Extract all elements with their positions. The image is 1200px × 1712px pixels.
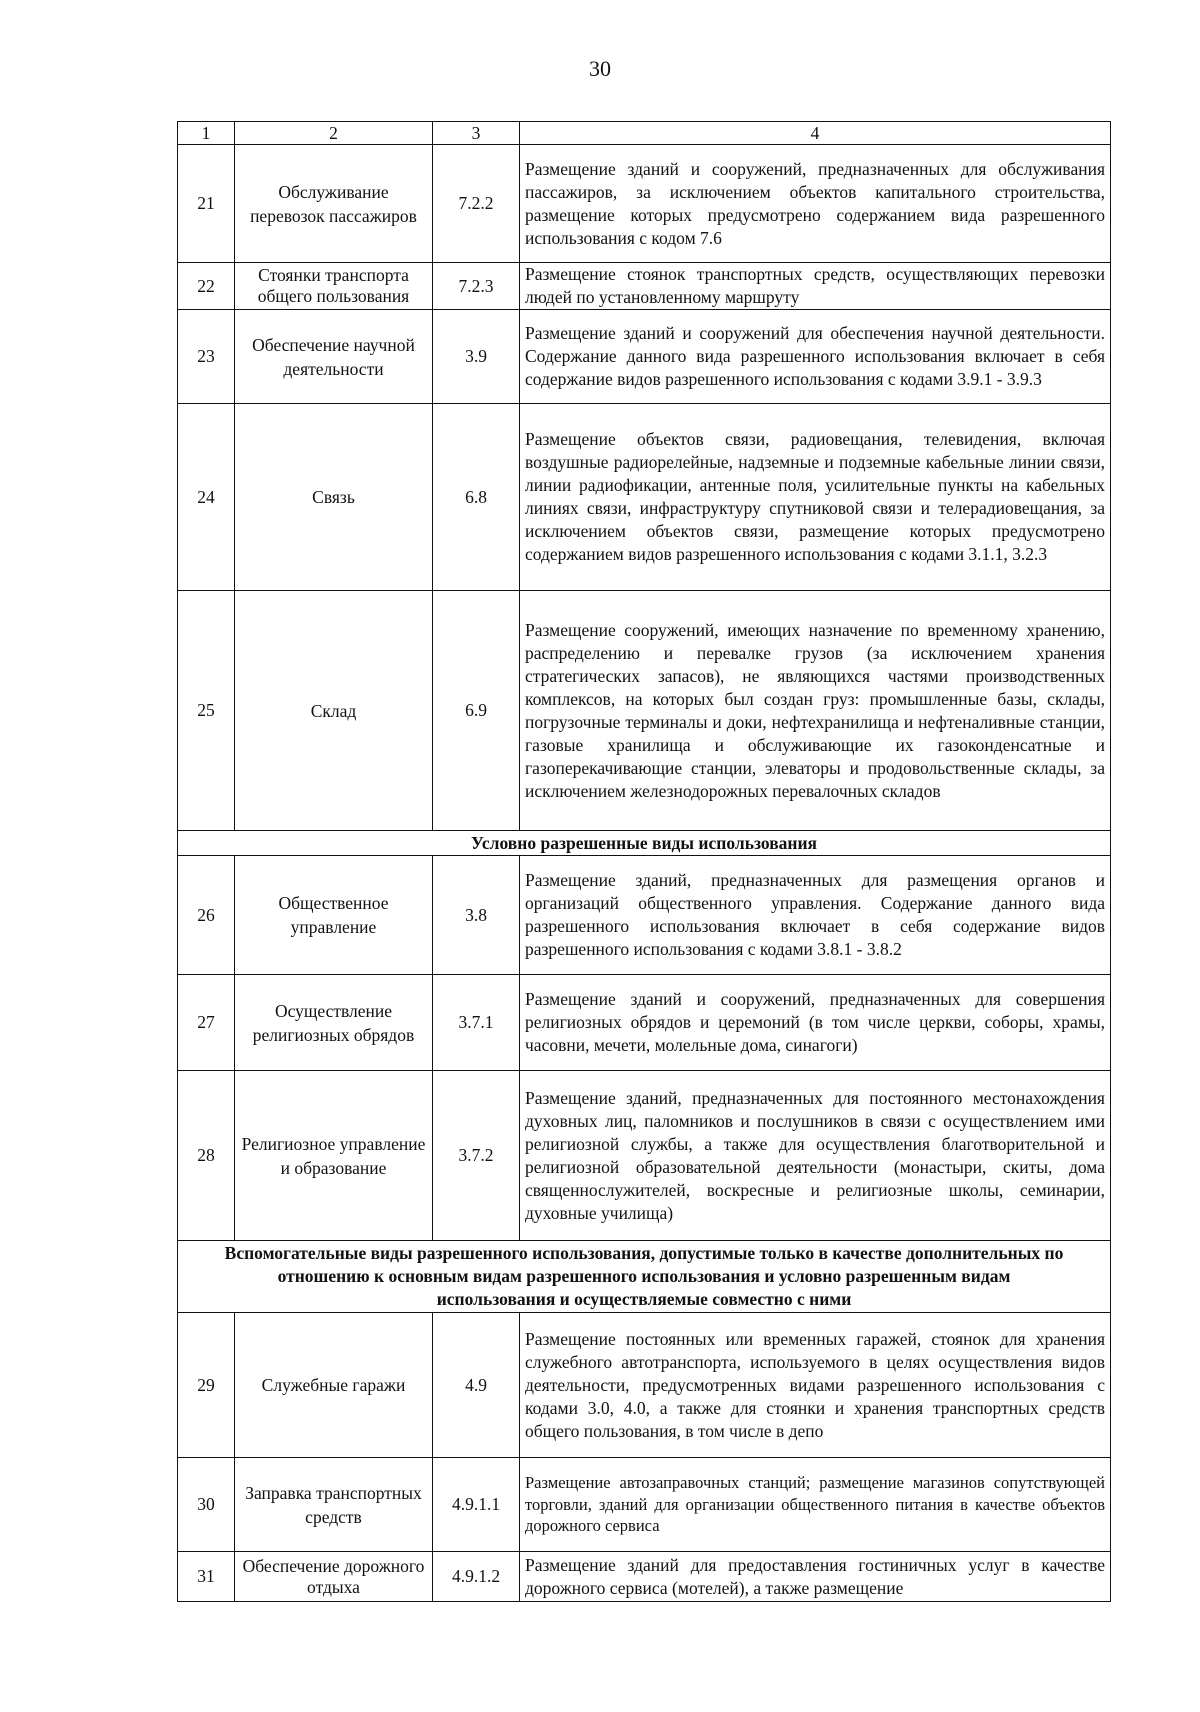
table-row xyxy=(178,1313,1111,1458)
use-code: 4.9 xyxy=(433,1313,520,1458)
table-row xyxy=(178,1071,1111,1241)
use-description: Размещение зданий, предназначенных для размещения органов и организаций общественного управления. Содержание данного вида разрешенного использования включает в себя содержание видов разрешенного использования с кодами 3.8.1 - 3.8.2 xyxy=(520,856,1111,975)
table-row xyxy=(178,263,1111,310)
table-row xyxy=(178,591,1111,831)
use-description: Размещение зданий, предназначенных для постоянного местонахождения духовных лиц, паломников и послушников в связи с осуществлением ими религиозной службы, а также для осуществления благотворительной и религиозной образовательной деятельности (монастыри, скиты, дома священнослужителей, воскресные и религиозные школы, семинарии, духовные училища) xyxy=(520,1071,1111,1241)
use-code: 3.7.2 xyxy=(433,1071,520,1241)
section-heading-conditional: Условно разрешенные виды использования xyxy=(178,831,1111,856)
use-name: Обеспечение дорожного отдыха xyxy=(235,1552,433,1602)
use-name: Заправка транспортных средств xyxy=(235,1458,433,1552)
use-description: Размещение зданий и сооружений, предназначенных для обслуживания пассажиров, за исключением объектов капитального строительства, размещение которых предусмотрено содержанием вида разрешенного использования с кодом 7.6 xyxy=(520,145,1111,263)
row-number: 24 xyxy=(178,404,235,591)
use-code: 3.8 xyxy=(433,856,520,975)
table-row xyxy=(178,856,1111,975)
section-row xyxy=(178,831,1111,856)
use-description: Размещение стоянок транспортных средств, осуществляющих перевозки людей по установленному маршруту xyxy=(520,263,1111,310)
table-row xyxy=(178,310,1111,404)
table-row xyxy=(178,975,1111,1071)
row-number: 28 xyxy=(178,1071,235,1241)
use-code: 6.8 xyxy=(433,404,520,591)
header-col-3: 3 xyxy=(433,122,520,145)
use-name: Осуществление религиозных обрядов xyxy=(235,975,433,1071)
use-description: Размещение объектов связи, радиовещания, телевидения, включая воздушные радиорелейные, надземные и подземные кабельные линии связи, линии радиофикации, антенные поля, усилительные пункты на кабельных линиях связи, инфраструктуру спутниковой связи и телерадиовещания, за исключением объектов связи, размещение которых предусмотрено содержанием видов разрешенного использования с кодами 3.1.1, 3.2.3 xyxy=(520,404,1111,591)
row-number: 30 xyxy=(178,1458,235,1552)
use-code: 4.9.1.1 xyxy=(433,1458,520,1552)
row-number: 31 xyxy=(178,1552,235,1602)
row-number: 22 xyxy=(178,263,235,310)
use-name: Обслуживание перевозок пассажиров xyxy=(235,145,433,263)
use-name: Служебные гаражи xyxy=(235,1313,433,1458)
land-use-table xyxy=(177,121,1111,1602)
use-name: Общественное управление xyxy=(235,856,433,975)
use-description: Размещение зданий и сооружений, предназначенных для совершения религиозных обрядов и церемоний (в том числе церкви, соборы, храмы, часовни, мечети, молельные дома, синагоги) xyxy=(520,975,1111,1071)
table-row xyxy=(178,145,1111,263)
use-code: 6.9 xyxy=(433,591,520,831)
row-number: 21 xyxy=(178,145,235,263)
section-heading-auxiliary: Вспомогательные виды разрешенного использования, допустимые только в качестве дополнительных по отношению к основным видам разрешенного использования и условно разрешенным видам использования и осуществляемые совместно с ними xyxy=(178,1241,1111,1313)
table-row xyxy=(178,1458,1111,1552)
use-code: 3.9 xyxy=(433,310,520,404)
use-description: Размещение зданий для предоставления гостиничных услуг в качестве дорожного сервиса (мотелей), а также размещение xyxy=(520,1552,1111,1602)
use-description: Размещение постоянных или временных гаражей, стоянок для хранения служебного автотранспорта, используемого в целях осуществления видов деятельности, предусмотренных видами разрешенного использования с кодами 3.0, 4.0, а также для стоянки и хранения транспортных средств общего пользования, в том числе в депо xyxy=(520,1313,1111,1458)
use-code: 7.2.3 xyxy=(433,263,520,310)
section-row xyxy=(178,1241,1111,1313)
use-name: Склад xyxy=(235,591,433,831)
use-name: Обеспечение научной деятельности xyxy=(235,310,433,404)
use-code: 4.9.1.2 xyxy=(433,1552,520,1602)
use-name: Стоянки транспорта общего пользования xyxy=(235,263,433,310)
table-row xyxy=(178,404,1111,591)
row-number: 27 xyxy=(178,975,235,1071)
row-number: 25 xyxy=(178,591,235,831)
table-row xyxy=(178,1552,1111,1602)
header-col-2: 2 xyxy=(235,122,433,145)
use-code: 7.2.2 xyxy=(433,145,520,263)
header-col-1: 1 xyxy=(178,122,235,145)
row-number: 26 xyxy=(178,856,235,975)
header-col-4: 4 xyxy=(520,122,1111,145)
row-number: 23 xyxy=(178,310,235,404)
use-code: 3.7.1 xyxy=(433,975,520,1071)
use-description: Размещение автозаправочных станций; размещение магазинов сопутствующей торговли, зданий для организации общественного питания в качестве объектов дорожного сервиса xyxy=(520,1458,1111,1552)
page-number: 30 xyxy=(589,56,611,81)
use-description: Размещение зданий и сооружений для обеспечения научной деятельности. Содержание данного вида разрешенного использования включает в себя содержание видов разрешенного использования с кодами 3.9.1 - 3.9.3 xyxy=(520,310,1111,404)
table-header-row xyxy=(178,122,1111,145)
use-description: Размещение сооружений, имеющих назначение по временному хранению, распределению и перевалке грузов (за исключением хранения стратегических запасов), не являющихся частями производственных комплексов, на которых был создан груз: промышленные базы, склады, погрузочные терминалы и доки, нефтехранилища и нефтеналивные станции, газовые хранилища и обслуживающие их газоконденсатные и газоперекачивающие станции, элеваторы и продовольственные склады, за исключением железнодорожных перевалочных складов xyxy=(520,591,1111,831)
use-name: Религиозное управление и образование xyxy=(235,1071,433,1241)
row-number: 29 xyxy=(178,1313,235,1458)
use-name: Связь xyxy=(235,404,433,591)
